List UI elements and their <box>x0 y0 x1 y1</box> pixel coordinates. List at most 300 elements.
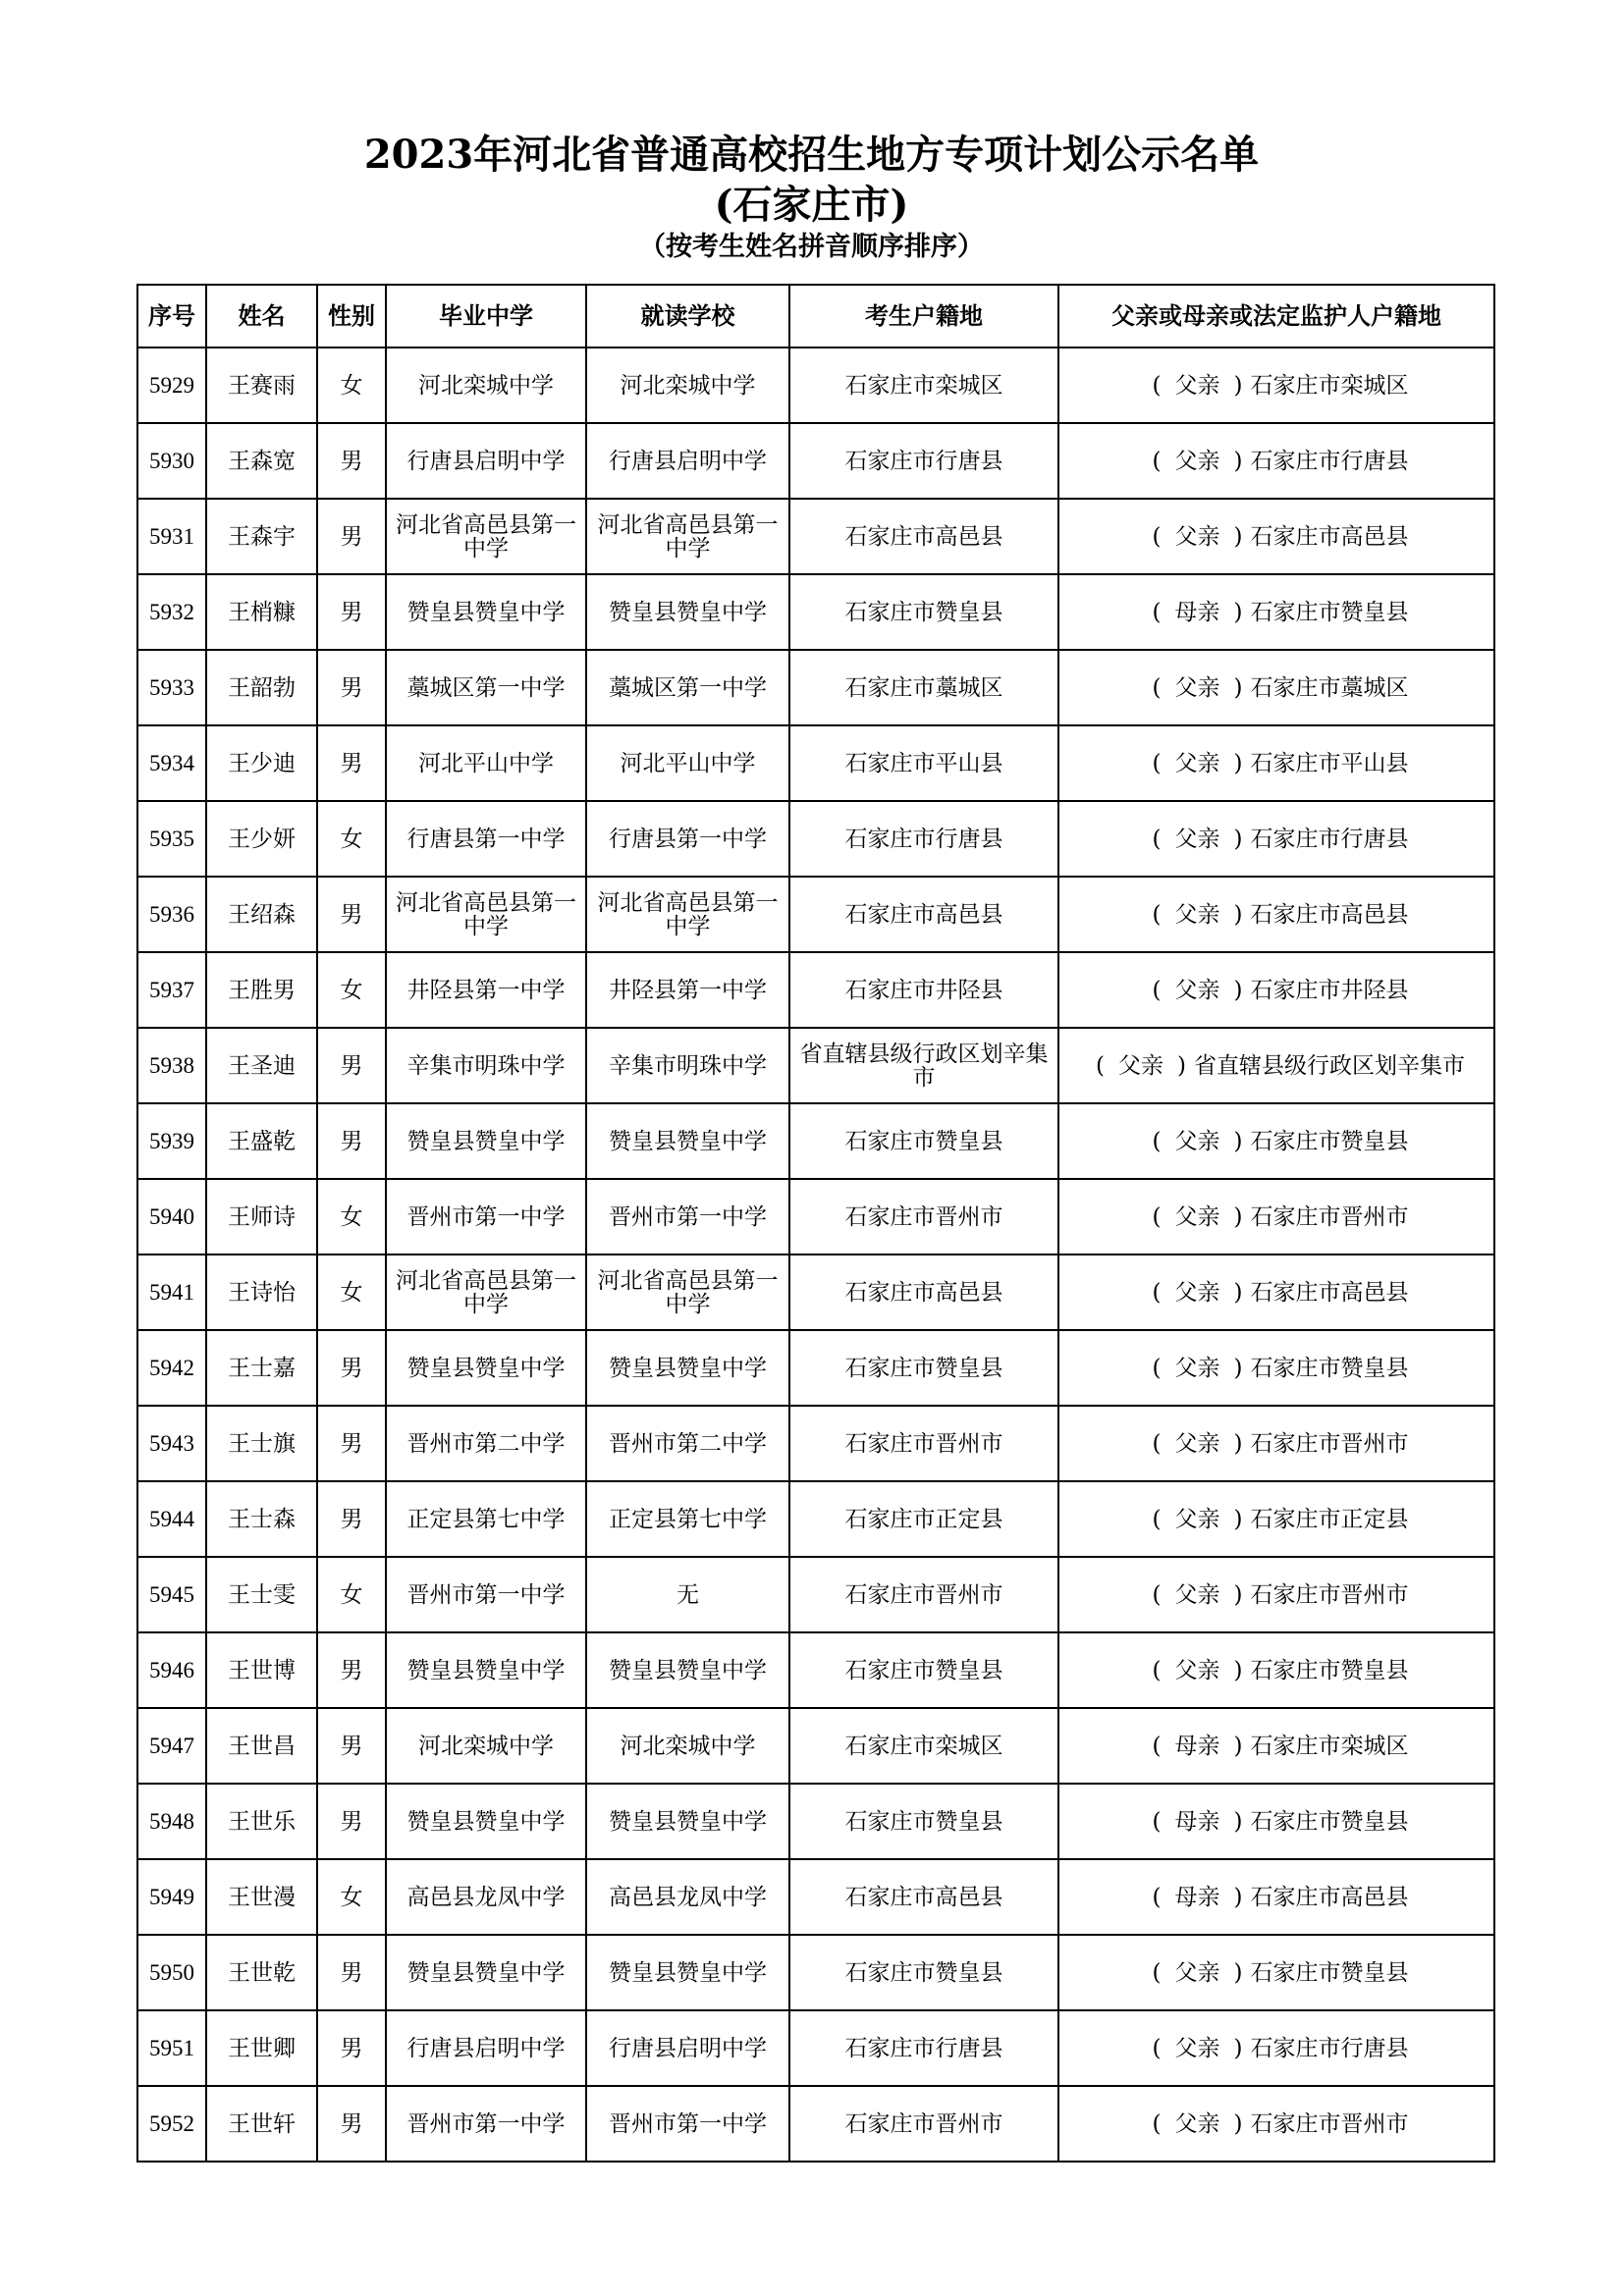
cell-study-school: 正定县第七中学 <box>586 1481 789 1557</box>
cell-name: 王士嘉 <box>206 1330 317 1406</box>
cell-grad-school: 河北省高邑县第一中学 <box>386 1255 586 1330</box>
page-subtitle: (石家庄市) <box>714 182 909 228</box>
table-row <box>137 1632 1494 1708</box>
close-paren: ) <box>1233 1808 1243 1835</box>
cell-gender: 男 <box>317 499 386 574</box>
close-paren: ) <box>1233 1506 1243 1532</box>
header-study-school: 就读学校 <box>586 285 789 347</box>
cell-study-school: 井陉县第一中学 <box>586 952 789 1028</box>
cell-grad-school: 行唐县启明中学 <box>386 2010 586 2086</box>
table-row <box>137 1481 1494 1557</box>
table-row <box>137 1935 1494 2010</box>
cell-relation: 父亲 <box>1174 977 1220 1003</box>
open-paren: ( <box>1152 1279 1162 1306</box>
cell-parent-place: 石家庄市赞皇县 <box>1250 1657 1409 1683</box>
cell-hukou: 石家庄市井陉县 <box>789 952 1058 1028</box>
table-row <box>137 1708 1494 1784</box>
cell-parent-hukou <box>1058 1103 1494 1179</box>
open-paren: ( <box>1152 901 1162 928</box>
cell-parent-place: 石家庄市赞皇县 <box>1250 1128 1409 1154</box>
cell-name: 王胜男 <box>206 952 317 1028</box>
table-row <box>137 423 1494 499</box>
cell-name: 王世轩 <box>206 2086 317 2162</box>
cell-no: 5949 <box>137 1859 206 1935</box>
cell-grad-school: 高邑县龙凤中学 <box>386 1859 586 1935</box>
header-row <box>137 285 1494 347</box>
cell-study-school: 无 <box>586 1557 789 1632</box>
cell-grad-school: 赞皇县赞皇中学 <box>386 1103 586 1179</box>
cell-gender: 男 <box>317 1028 386 1103</box>
cell-parent-hukou <box>1058 1028 1494 1103</box>
close-paren: ) <box>1233 599 1243 625</box>
cell-hukou: 石家庄市赞皇县 <box>789 574 1058 650</box>
cell-relation: 父亲 <box>1174 1355 1220 1381</box>
cell-name: 王士旗 <box>206 1406 317 1481</box>
cell-gender: 男 <box>317 2086 386 2162</box>
cell-relation: 父亲 <box>1118 1052 1163 1079</box>
cell-no: 5937 <box>137 952 206 1028</box>
cell-parent-place: 石家庄市晋州市 <box>1250 2110 1409 2137</box>
table-row <box>137 650 1494 725</box>
cell-parent-place: 石家庄市高邑县 <box>1250 1884 1409 1910</box>
cell-grad-school: 晋州市第一中学 <box>386 1557 586 1632</box>
cell-gender: 男 <box>317 574 386 650</box>
table-row <box>137 1784 1494 1859</box>
cell-study-school: 河北省高邑县第一中学 <box>586 499 789 574</box>
cell-hukou: 石家庄市行唐县 <box>789 423 1058 499</box>
cell-gender: 男 <box>317 423 386 499</box>
cell-no: 5948 <box>137 1784 206 1859</box>
table-row <box>137 1859 1494 1935</box>
cell-name: 王韶勃 <box>206 650 317 725</box>
cell-name: 王士森 <box>206 1481 317 1557</box>
cell-relation: 父亲 <box>1174 448 1220 474</box>
cell-no: 5936 <box>137 877 206 952</box>
cell-parent-hukou <box>1058 2010 1494 2086</box>
cell-relation: 父亲 <box>1174 1657 1220 1683</box>
cell-grad-school: 井陉县第一中学 <box>386 952 586 1028</box>
cell-no: 5930 <box>137 423 206 499</box>
cell-study-school: 河北平山中学 <box>586 725 789 801</box>
cell-study-school: 藁城区第一中学 <box>586 650 789 725</box>
cell-study-school: 河北栾城中学 <box>586 347 789 423</box>
open-paren: ( <box>1152 1128 1162 1154</box>
cell-parent-place: 石家庄市晋州市 <box>1250 1430 1409 1457</box>
table-body <box>137 347 1494 2162</box>
cell-name: 王盛乾 <box>206 1103 317 1179</box>
cell-relation: 母亲 <box>1174 599 1220 625</box>
cell-study-school: 河北省高邑县第一中学 <box>586 877 789 952</box>
cell-parent-place: 石家庄市赞皇县 <box>1250 1959 1409 1986</box>
cell-relation: 母亲 <box>1174 1733 1220 1759</box>
cell-parent-hukou <box>1058 2086 1494 2162</box>
cell-no: 5934 <box>137 725 206 801</box>
cell-relation: 母亲 <box>1174 1808 1220 1835</box>
cell-relation: 父亲 <box>1174 1279 1220 1306</box>
cell-name: 王森宽 <box>206 423 317 499</box>
cell-grad-school: 行唐县第一中学 <box>386 801 586 877</box>
cell-parent-place: 石家庄市高邑县 <box>1250 1279 1409 1306</box>
open-paren: ( <box>1152 1203 1162 1230</box>
cell-hukou: 石家庄市高邑县 <box>789 499 1058 574</box>
cell-study-school: 高邑县龙凤中学 <box>586 1859 789 1935</box>
table-row <box>137 801 1494 877</box>
table-row <box>137 2010 1494 2086</box>
cell-parent-place: 石家庄市高邑县 <box>1250 523 1409 550</box>
cell-grad-school: 晋州市第二中学 <box>386 1406 586 1481</box>
cell-no: 5950 <box>137 1935 206 2010</box>
close-paren: ) <box>1233 372 1243 399</box>
table-row <box>137 1103 1494 1179</box>
cell-parent-place: 省直辖县级行政区划辛集市 <box>1193 1052 1465 1079</box>
open-paren: ( <box>1152 1733 1162 1759</box>
close-paren: ) <box>1233 901 1243 928</box>
cell-parent-place: 石家庄市晋州市 <box>1250 1203 1409 1230</box>
cell-gender: 女 <box>317 1255 386 1330</box>
cell-name: 王少迪 <box>206 725 317 801</box>
cell-study-school: 河北省高邑县第一中学 <box>586 1255 789 1330</box>
cell-parent-place: 石家庄市栾城区 <box>1250 372 1409 399</box>
cell-no: 5939 <box>137 1103 206 1179</box>
close-paren: ) <box>1233 448 1243 474</box>
open-paren: ( <box>1152 448 1162 474</box>
cell-parent-hukou <box>1058 1708 1494 1784</box>
cell-study-school: 赞皇县赞皇中学 <box>586 1632 789 1708</box>
close-paren: ) <box>1177 1052 1186 1079</box>
cell-hukou: 石家庄市行唐县 <box>789 2010 1058 2086</box>
cell-parent-hukou <box>1058 801 1494 877</box>
cell-study-school: 赞皇县赞皇中学 <box>586 1103 789 1179</box>
open-paren: ( <box>1152 1959 1162 1986</box>
cell-study-school: 行唐县启明中学 <box>586 423 789 499</box>
header-no: 序号 <box>137 285 206 347</box>
cell-relation: 父亲 <box>1174 1506 1220 1532</box>
header-grad-school: 毕业中学 <box>386 285 586 347</box>
cell-no: 5952 <box>137 2086 206 2162</box>
cell-hukou: 石家庄市晋州市 <box>789 1557 1058 1632</box>
cell-grad-school: 赞皇县赞皇中学 <box>386 1330 586 1406</box>
cell-parent-place: 石家庄市井陉县 <box>1250 977 1409 1003</box>
open-paren: ( <box>1152 1430 1162 1457</box>
close-paren: ) <box>1233 1657 1243 1683</box>
cell-no: 5931 <box>137 499 206 574</box>
close-paren: ) <box>1233 750 1243 776</box>
cell-grad-school: 河北平山中学 <box>386 725 586 801</box>
cell-no: 5943 <box>137 1406 206 1481</box>
open-paren: ( <box>1096 1052 1105 1079</box>
cell-gender: 女 <box>317 801 386 877</box>
cell-no: 5945 <box>137 1557 206 1632</box>
close-paren: ) <box>1233 674 1243 701</box>
cell-parent-hukou <box>1058 877 1494 952</box>
cell-no: 5940 <box>137 1179 206 1255</box>
cell-grad-school: 河北省高邑县第一中学 <box>386 499 586 574</box>
cell-study-school: 辛集市明珠中学 <box>586 1028 789 1103</box>
cell-relation: 父亲 <box>1174 1959 1220 1986</box>
cell-grad-school: 河北省高邑县第一中学 <box>386 877 586 952</box>
cell-name: 王世漫 <box>206 1859 317 1935</box>
cell-parent-hukou <box>1058 725 1494 801</box>
cell-parent-hukou <box>1058 1859 1494 1935</box>
cell-parent-place: 石家庄市晋州市 <box>1250 1581 1409 1608</box>
table-row <box>137 725 1494 801</box>
cell-gender: 男 <box>317 1406 386 1481</box>
close-paren: ) <box>1233 1959 1243 1986</box>
cell-relation: 父亲 <box>1174 901 1220 928</box>
cell-hukou: 石家庄市栾城区 <box>789 347 1058 423</box>
cell-gender: 女 <box>317 1557 386 1632</box>
cell-grad-school: 藁城区第一中学 <box>386 650 586 725</box>
cell-hukou: 石家庄市高邑县 <box>789 877 1058 952</box>
cell-hukou: 石家庄市行唐县 <box>789 801 1058 877</box>
open-paren: ( <box>1152 750 1162 776</box>
table-row <box>137 877 1494 952</box>
cell-gender: 男 <box>317 1708 386 1784</box>
cell-relation: 父亲 <box>1174 750 1220 776</box>
cell-gender: 女 <box>317 1179 386 1255</box>
cell-relation: 父亲 <box>1174 1203 1220 1230</box>
open-paren: ( <box>1152 1884 1162 1910</box>
cell-hukou: 石家庄市正定县 <box>789 1481 1058 1557</box>
page-title: 2023年河北省普通高校招生地方专项计划公示名单 <box>363 132 1260 178</box>
cell-study-school: 晋州市第二中学 <box>586 1406 789 1481</box>
cell-no: 5947 <box>137 1708 206 1784</box>
cell-hukou: 石家庄市晋州市 <box>789 1179 1058 1255</box>
close-paren: ) <box>1233 1884 1243 1910</box>
cell-parent-hukou <box>1058 1179 1494 1255</box>
cell-parent-place: 石家庄市行唐县 <box>1250 2035 1409 2061</box>
cell-study-school: 晋州市第一中学 <box>586 1179 789 1255</box>
open-paren: ( <box>1152 1506 1162 1532</box>
cell-gender: 女 <box>317 1859 386 1935</box>
cell-study-school: 行唐县第一中学 <box>586 801 789 877</box>
cell-gender: 男 <box>317 1935 386 2010</box>
cell-parent-place: 石家庄市藁城区 <box>1250 674 1409 701</box>
cell-name: 王少妍 <box>206 801 317 877</box>
cell-study-school: 赞皇县赞皇中学 <box>586 1935 789 2010</box>
cell-relation: 父亲 <box>1174 674 1220 701</box>
cell-no: 5944 <box>137 1481 206 1557</box>
cell-gender: 女 <box>317 952 386 1028</box>
cell-grad-school: 赞皇县赞皇中学 <box>386 1632 586 1708</box>
cell-parent-hukou <box>1058 1935 1494 2010</box>
cell-name: 王世昌 <box>206 1708 317 1784</box>
cell-parent-place: 石家庄市赞皇县 <box>1250 1808 1409 1835</box>
open-paren: ( <box>1152 599 1162 625</box>
cell-parent-place: 石家庄市栾城区 <box>1250 1733 1409 1759</box>
cell-name: 王诗怡 <box>206 1255 317 1330</box>
table-row <box>137 952 1494 1028</box>
table-row <box>137 1028 1494 1103</box>
close-paren: ) <box>1233 523 1243 550</box>
cell-parent-hukou <box>1058 1481 1494 1557</box>
cell-parent-place: 石家庄市行唐县 <box>1250 448 1409 474</box>
cell-no: 5933 <box>137 650 206 725</box>
open-paren: ( <box>1152 2110 1162 2137</box>
cell-hukou: 石家庄市高邑县 <box>789 1859 1058 1935</box>
cell-parent-hukou <box>1058 1784 1494 1859</box>
cell-gender: 男 <box>317 1330 386 1406</box>
cell-grad-school: 河北栾城中学 <box>386 347 586 423</box>
cell-gender: 男 <box>317 650 386 725</box>
cell-study-school: 河北栾城中学 <box>586 1708 789 1784</box>
cell-gender: 男 <box>317 2010 386 2086</box>
table-row <box>137 499 1494 574</box>
open-paren: ( <box>1152 826 1162 852</box>
cell-parent-hukou <box>1058 952 1494 1028</box>
open-paren: ( <box>1152 1355 1162 1381</box>
cell-gender: 男 <box>317 1632 386 1708</box>
cell-name: 王赛雨 <box>206 347 317 423</box>
cell-hukou: 石家庄市赞皇县 <box>789 1935 1058 2010</box>
table-row <box>137 1255 1494 1330</box>
cell-name: 王世乾 <box>206 1935 317 2010</box>
cell-no: 5929 <box>137 347 206 423</box>
cell-hukou: 石家庄市赞皇县 <box>789 1103 1058 1179</box>
open-paren: ( <box>1152 674 1162 701</box>
cell-relation: 父亲 <box>1174 2110 1220 2137</box>
cell-parent-place: 石家庄市赞皇县 <box>1250 599 1409 625</box>
cell-hukou: 石家庄市高邑县 <box>789 1255 1058 1330</box>
cell-relation: 父亲 <box>1174 523 1220 550</box>
cell-grad-school: 赞皇县赞皇中学 <box>386 1784 586 1859</box>
table-row <box>137 1557 1494 1632</box>
cell-hukou: 石家庄市晋州市 <box>789 1406 1058 1481</box>
cell-no: 5932 <box>137 574 206 650</box>
cell-no: 5935 <box>137 801 206 877</box>
cell-gender: 男 <box>317 877 386 952</box>
cell-no: 5946 <box>137 1632 206 1708</box>
cell-relation: 父亲 <box>1174 1128 1220 1154</box>
cell-no: 5938 <box>137 1028 206 1103</box>
table-row <box>137 1406 1494 1481</box>
cell-no: 5951 <box>137 2010 206 2086</box>
cell-gender: 女 <box>317 347 386 423</box>
table-header <box>137 285 1494 347</box>
cell-hukou: 石家庄市晋州市 <box>789 2086 1058 2162</box>
open-paren: ( <box>1152 372 1162 399</box>
cell-gender: 男 <box>317 1481 386 1557</box>
cell-parent-hukou <box>1058 1330 1494 1406</box>
cell-relation: 母亲 <box>1174 1884 1220 1910</box>
cell-hukou: 石家庄市栾城区 <box>789 1708 1058 1784</box>
cell-hukou: 省直辖县级行政区划辛集市 <box>789 1028 1058 1103</box>
table-row <box>137 347 1494 423</box>
roster-table <box>136 284 1495 2163</box>
close-paren: ) <box>1233 2110 1243 2137</box>
cell-name: 王梢糠 <box>206 574 317 650</box>
cell-name: 王世乐 <box>206 1784 317 1859</box>
cell-parent-hukou <box>1058 1406 1494 1481</box>
cell-study-school: 赞皇县赞皇中学 <box>586 1784 789 1859</box>
cell-relation: 父亲 <box>1174 1581 1220 1608</box>
cell-relation: 父亲 <box>1174 1430 1220 1457</box>
cell-name: 王世博 <box>206 1632 317 1708</box>
cell-hukou: 石家庄市平山县 <box>789 725 1058 801</box>
cell-grad-school: 正定县第七中学 <box>386 1481 586 1557</box>
cell-name: 王士雯 <box>206 1557 317 1632</box>
cell-grad-school: 行唐县启明中学 <box>386 423 586 499</box>
close-paren: ) <box>1233 1355 1243 1381</box>
open-paren: ( <box>1152 977 1162 1003</box>
cell-parent-hukou <box>1058 650 1494 725</box>
close-paren: ) <box>1233 1128 1243 1154</box>
cell-parent-hukou <box>1058 423 1494 499</box>
close-paren: ) <box>1233 1279 1243 1306</box>
cell-hukou: 石家庄市赞皇县 <box>789 1784 1058 1859</box>
close-paren: ) <box>1233 977 1243 1003</box>
close-paren: ) <box>1233 2035 1243 2061</box>
cell-name: 王森宇 <box>206 499 317 574</box>
cell-parent-hukou <box>1058 1255 1494 1330</box>
cell-parent-hukou <box>1058 347 1494 423</box>
open-paren: ( <box>1152 523 1162 550</box>
open-paren: ( <box>1152 1581 1162 1608</box>
cell-parent-place: 石家庄市赞皇县 <box>1250 1355 1409 1381</box>
close-paren: ) <box>1233 1203 1243 1230</box>
header-parent-hukou: 父亲或母亲或法定监护人户籍地 <box>1058 285 1494 347</box>
cell-grad-school: 晋州市第一中学 <box>386 1179 586 1255</box>
cell-gender: 男 <box>317 1784 386 1859</box>
close-paren: ) <box>1233 826 1243 852</box>
cell-gender: 男 <box>317 725 386 801</box>
close-paren: ) <box>1233 1430 1243 1457</box>
table-row <box>137 1330 1494 1406</box>
cell-grad-school: 赞皇县赞皇中学 <box>386 1935 586 2010</box>
cell-relation: 父亲 <box>1174 826 1220 852</box>
cell-parent-hukou <box>1058 499 1494 574</box>
cell-gender: 男 <box>317 1103 386 1179</box>
cell-parent-place: 石家庄市行唐县 <box>1250 826 1409 852</box>
cell-grad-school: 辛集市明珠中学 <box>386 1028 586 1103</box>
open-paren: ( <box>1152 1808 1162 1835</box>
cell-study-school: 赞皇县赞皇中学 <box>586 574 789 650</box>
cell-no: 5942 <box>137 1330 206 1406</box>
cell-parent-place: 石家庄市高邑县 <box>1250 901 1409 928</box>
header-hukou: 考生户籍地 <box>789 285 1058 347</box>
cell-parent-place: 石家庄市平山县 <box>1250 750 1409 776</box>
open-paren: ( <box>1152 1657 1162 1683</box>
table-row <box>137 1179 1494 1255</box>
cell-study-school: 赞皇县赞皇中学 <box>586 1330 789 1406</box>
cell-name: 王世卿 <box>206 2010 317 2086</box>
cell-study-school: 行唐县启明中学 <box>586 2010 789 2086</box>
table-row <box>137 2086 1494 2162</box>
cell-hukou: 石家庄市赞皇县 <box>789 1632 1058 1708</box>
open-paren: ( <box>1152 2035 1162 2061</box>
header-name: 姓名 <box>206 285 317 347</box>
sort-note: （按考生姓名拼音顺序排序） <box>639 232 984 262</box>
cell-no: 5941 <box>137 1255 206 1330</box>
cell-parent-hukou <box>1058 1632 1494 1708</box>
cell-name: 王绍森 <box>206 877 317 952</box>
cell-relation: 父亲 <box>1174 2035 1220 2061</box>
cell-parent-place: 石家庄市正定县 <box>1250 1506 1409 1532</box>
close-paren: ) <box>1233 1581 1243 1608</box>
cell-study-school: 晋州市第一中学 <box>586 2086 789 2162</box>
cell-relation: 父亲 <box>1174 372 1220 399</box>
cell-name: 王圣迪 <box>206 1028 317 1103</box>
cell-name: 王师诗 <box>206 1179 317 1255</box>
cell-hukou: 石家庄市赞皇县 <box>789 1330 1058 1406</box>
header-gender: 性别 <box>317 285 386 347</box>
cell-grad-school: 晋州市第一中学 <box>386 2086 586 2162</box>
cell-parent-hukou <box>1058 1557 1494 1632</box>
cell-hukou: 石家庄市藁城区 <box>789 650 1058 725</box>
cell-grad-school: 赞皇县赞皇中学 <box>386 574 586 650</box>
table-row <box>137 574 1494 650</box>
close-paren: ) <box>1233 1733 1243 1759</box>
